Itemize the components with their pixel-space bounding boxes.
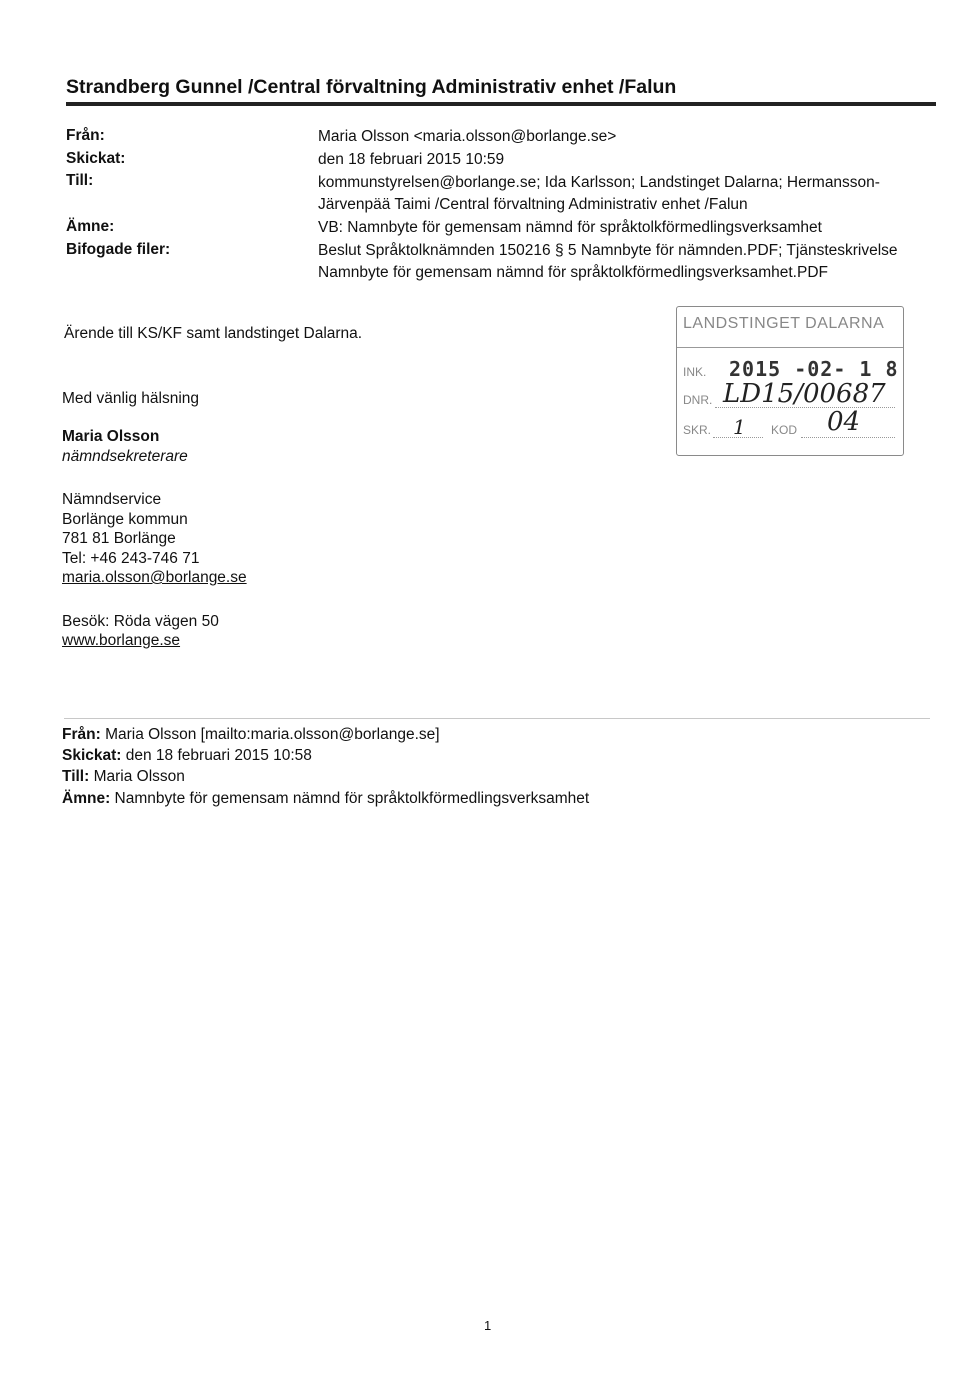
signature-org: Borlänge kommun bbox=[62, 511, 188, 528]
forwarded-sent-label: Skickat: bbox=[62, 747, 122, 764]
from-label: Från: bbox=[66, 127, 105, 144]
signature-title: nämndsekreterare bbox=[62, 448, 188, 465]
forwarded-to-label: Till: bbox=[62, 768, 90, 785]
stamp-ink-date: 2015 -02- 1 8 bbox=[729, 357, 899, 381]
stamp-divider bbox=[677, 347, 903, 348]
signature-postal: 781 81 Borlänge bbox=[62, 530, 176, 547]
to-value-line2: Järvenpää Taimi /Central förvaltning Administrativ enhet /Falun bbox=[318, 196, 748, 213]
signature-name: Maria Olsson bbox=[62, 428, 160, 445]
page-number: 1 bbox=[484, 1318, 492, 1333]
stamp-skr-label: SKR. bbox=[683, 423, 712, 437]
subject-label: Ämne: bbox=[66, 218, 115, 235]
stamp-kod-label: KOD bbox=[771, 423, 798, 437]
attachments-value-line2: Namnbyte för gemensam nämnd för språktolkförmedlingsverksamhet.PDF bbox=[318, 264, 828, 281]
forwarded-to-value: Maria Olsson bbox=[93, 768, 185, 785]
sent-value: den 18 februari 2015 10:59 bbox=[318, 151, 505, 168]
attachments-label: Bifogade filer: bbox=[66, 241, 171, 258]
attachments-value-line1: Beslut Språktolknämnden 150216 § 5 Namnbyte för nämnden.PDF; Tjänsteskrivelse bbox=[318, 242, 898, 259]
to-value-line1: kommunstyrelsen@borlange.se; Ida Karlsson; Landstinget Dalarna; Hermansson- bbox=[318, 174, 880, 191]
signature-web-link[interactable]: www.borlange.se bbox=[62, 632, 181, 649]
stamp-kod-value: 04 bbox=[827, 407, 861, 437]
greeting: Med vänlig hälsning bbox=[62, 390, 200, 407]
signature-dept: Nämndservice bbox=[62, 491, 162, 508]
forwarded-from-label: Från: bbox=[62, 726, 101, 743]
forwarded-sent bbox=[62, 747, 312, 765]
forward-divider bbox=[64, 718, 930, 719]
subject-value: VB: Namnbyte för gemensam nämnd för språktolkförmedlingsverksamhet bbox=[318, 219, 822, 236]
stamp-ink-label: INK. bbox=[683, 365, 707, 379]
forwarded-subject bbox=[62, 790, 589, 808]
received-stamp bbox=[676, 306, 904, 456]
signature-visit: Besök: Röda vägen 50 bbox=[62, 613, 219, 630]
forwarded-subject-label: Ämne: bbox=[62, 790, 111, 807]
forwarded-from-value: Maria Olsson [mailto:maria.olsson@borlange.se] bbox=[105, 726, 440, 743]
signature-email-link[interactable]: maria.olsson@borlange.se bbox=[62, 569, 247, 586]
stamp-kod-line bbox=[801, 437, 895, 438]
sent-label: Skickat: bbox=[66, 150, 126, 167]
to-label: Till: bbox=[66, 172, 94, 189]
sender-header: Strandberg Gunnel /Central förvaltning Administrativ enhet /Falun bbox=[66, 76, 677, 98]
message-text: Ärende till KS/KF samt landstinget Dalarna. bbox=[64, 325, 363, 342]
forwarded-from bbox=[62, 726, 440, 744]
signature-phone: Tel: +46 243-746 71 bbox=[62, 550, 200, 567]
header-divider bbox=[66, 102, 936, 106]
stamp-dnr-value: LD15/00687 bbox=[723, 379, 886, 409]
stamp-dnr-label: DNR. bbox=[683, 393, 713, 407]
stamp-title: LANDSTINGET DALARNA bbox=[683, 315, 885, 332]
forwarded-to bbox=[62, 768, 185, 786]
stamp-skr-value: 1 bbox=[733, 415, 746, 439]
forwarded-subject-value: Namnbyte för gemensam nämnd för språktolkförmedlingsverksamhet bbox=[114, 790, 590, 807]
forwarded-sent-value: den 18 februari 2015 10:58 bbox=[125, 747, 312, 764]
from-value: Maria Olsson <maria.olsson@borlange.se> bbox=[318, 128, 617, 145]
